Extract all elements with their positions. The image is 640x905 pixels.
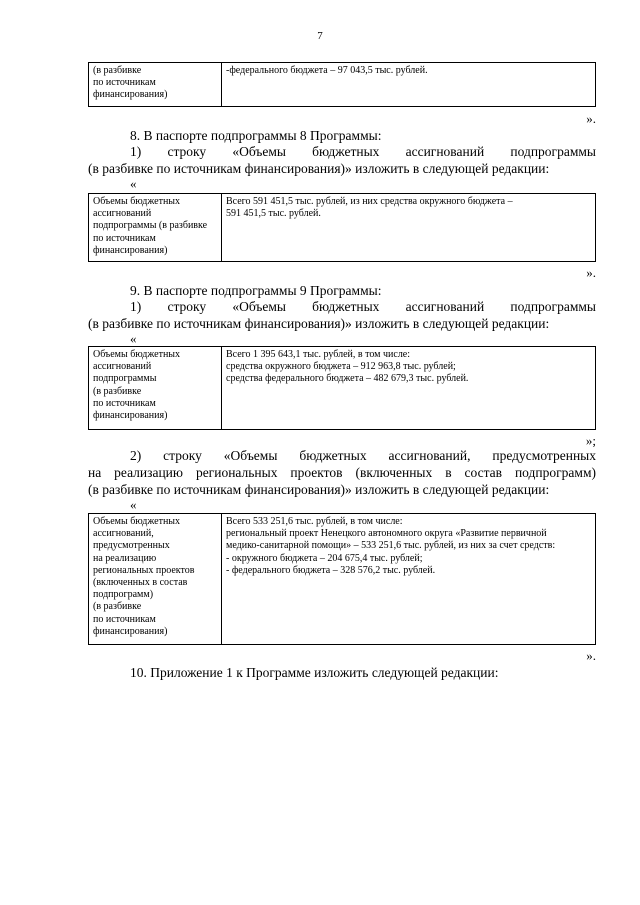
opening-quote: «	[130, 331, 137, 346]
table-label-cell: (в разбивке по источникам финансирования)	[89, 63, 222, 106]
page-number: 7	[317, 30, 323, 42]
section-8-item-1-line1: 1) строку «Объемы бюджетных ассигнований подпрограммы	[130, 144, 596, 159]
table-value-cell: Всего 533 251,6 тыс. рублей, в том числе: региональный проект Ненецкого автономного округа «Развитие первичной медико-санитарной помощи» – 533 251,6 тыс. рублей, из них за счет средств: - окружного бюджета – 204 675,4 тыс. рублей; - федерального бюджета – 328 576,2 тыс. рублей.	[226, 516, 556, 576]
opening-quote: «	[130, 176, 137, 191]
table-subprogram-8	[88, 193, 596, 262]
section-8-item-1-line2: (в разбивке по источникам финансирования)» изложить в следующей редакции:	[88, 161, 550, 176]
section-9-item-1-line1: 1) строку «Объемы бюджетных ассигнований подпрограммы	[130, 299, 596, 314]
closing-quote: ».	[586, 111, 596, 126]
table-value-cell: -федерального бюджета – 97 043,5 тыс. рублей.	[226, 65, 428, 76]
table-value-cell: Всего 591 451,5 тыс. рублей, из них средства окружного бюджета – 591 451,5 тыс. рублей.	[226, 196, 513, 220]
section-9-item-2-line1: 2) строку «Объемы бюджетных ассигнований, предусмотренных	[130, 448, 596, 463]
section-8-heading: 8. В паспорте подпрограммы 8 Программы:	[130, 128, 382, 143]
table-financing-federal	[88, 62, 596, 107]
section-10-heading: 10. Приложение 1 к Программе изложить следующей редакции:	[130, 665, 499, 680]
section-9-item-2-line2: на реализацию региональных проектов (включенных в состав подпрограмм)	[88, 465, 596, 480]
closing-quote: ».	[586, 265, 596, 280]
section-9-heading: 9. В паспорте подпрограммы 9 Программы:	[130, 283, 382, 298]
closing-quote: »;	[585, 433, 596, 448]
table-label-cell: Объемы бюджетных ассигнований, предусмотренных на реализацию региональных проектов (включенных в состав подпрограмм) (в разбивке по источникам финансирования)	[89, 514, 222, 644]
table-value-cell: Всего 1 395 643,1 тыс. рублей, в том числе: средства окружного бюджета – 912 963,8 тыс. рублей; средства федерального бюджета – 482 679,3 тыс. рублей.	[226, 349, 469, 385]
table-regional-projects	[88, 513, 596, 645]
section-9-item-2-line3: (в разбивке по источникам финансирования)» изложить в следующей редакции:	[88, 482, 550, 497]
table-label-cell: Объемы бюджетных ассигнований подпрограммы (в разбивке по источникам финансирования)	[89, 194, 222, 261]
table-label-cell: Объемы бюджетных ассигнований подпрограммы (в разбивке по источникам финансирования)	[89, 347, 222, 429]
table-subprogram-9	[88, 346, 596, 430]
opening-quote: «	[130, 497, 137, 512]
closing-quote: ».	[586, 648, 596, 663]
section-9-item-1-line2: (в разбивке по источникам финансирования)» изложить в следующей редакции:	[88, 316, 550, 331]
